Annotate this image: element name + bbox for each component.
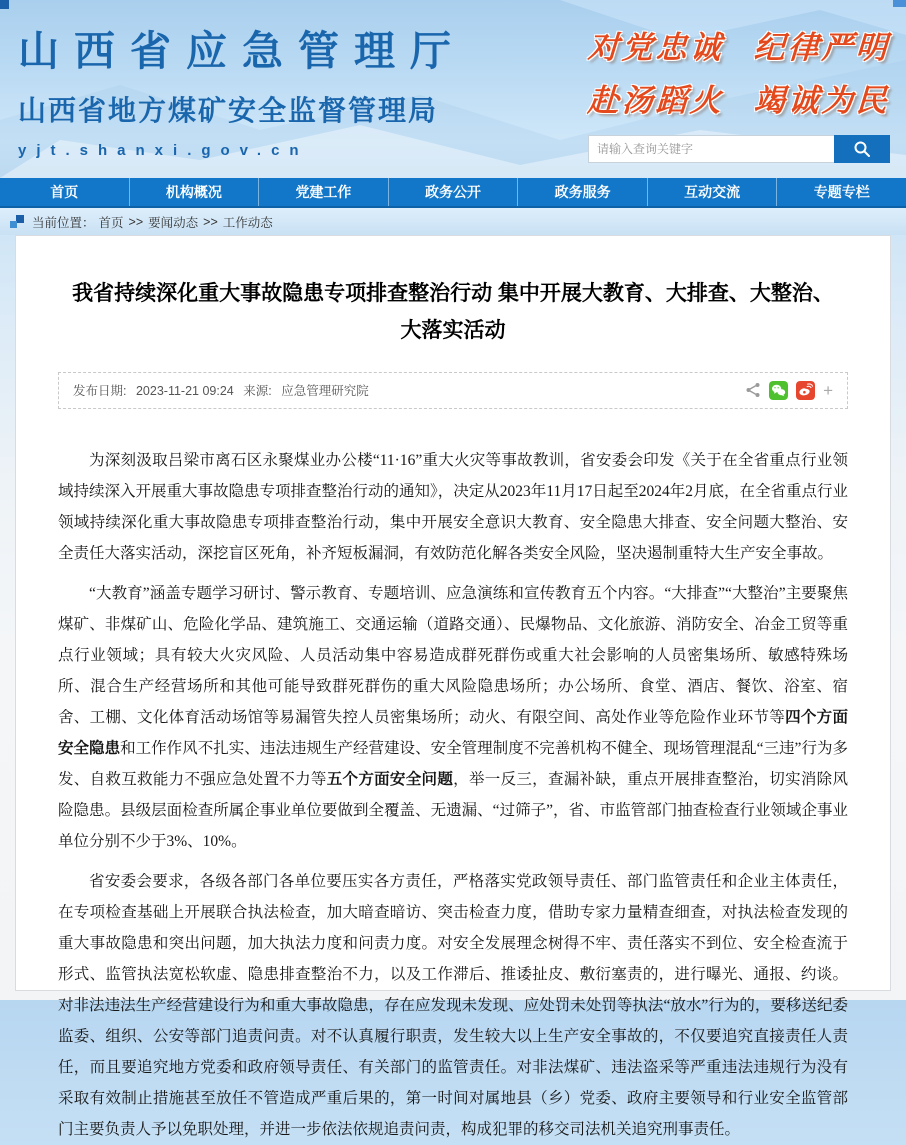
weibo-share-icon[interactable] [796, 381, 815, 400]
publish-date-value: 2023-11-21 09:24 [135, 384, 234, 398]
share-nodes-icon[interactable] [745, 382, 761, 398]
article-paragraph: “大教育”涵盖专题学习研讨、警示教育、专题培训、应急演练和宣传教育五个内容。“大排查”“大整治”主要聚焦煤矿、非煤矿山、危险化学品、建筑施工、交通运输（道路交通）、民爆物品、文化旅游、消防安全、冶金工贸等重点行业领域；具有较大火灾风险、人员活动集中容易造成群死群伤或重大社会影响的人员密集场所、敏感特殊场所、混合生产经营场所和其他可能导致群死群伤的重大风险隐患场所；办公场所、食堂、酒店、餐饮、浴室、宿舍、工棚、文化体育活动场馆等易漏管失控人员密集场所；动火、有限空间、高处作业等危险作业环节等四个方面安全隐患和工作作风不扎实、违法违规生产经营建设、安全管理制度不完善机构不健全、现场管理混乱“三违”行为多发、自救互救能力不强应急处置不力等五个方面安全问题，举一反三，查漏补缺，重点开展排查整治，切实消除风险隐患。县级层面检查所属企事业单位要做到全覆盖、无遗漏、“过筛子”，省、市监管部门抽查检查行业领域企事业单位分别不少于3%、10%。 [58, 584, 848, 850]
slogan-text: 赴汤蹈火 [586, 83, 725, 118]
source-label: 来源: [243, 384, 272, 398]
magnifier-icon [853, 140, 871, 158]
agency-url: yjt.shanxi.gov.cn [18, 142, 309, 159]
article-title: 我省持续深化重大事故隐患专项排查整治行动 集中开展大教育、大排查、大整治、大落实活动 [72, 282, 834, 342]
article-body [58, 445, 848, 1145]
publish-date-label: 发布日期: [73, 384, 127, 398]
nav-item-agency[interactable]: 机构概况 [130, 178, 260, 206]
site-identity [18, 18, 466, 159]
breadcrumb-label: 当前位置： [32, 215, 95, 230]
main-nav [0, 178, 906, 208]
nav-item-topics[interactable]: 专题专栏 [813, 184, 870, 200]
location-icon [10, 215, 24, 228]
source-value: 应急管理研究院 [281, 384, 369, 398]
breadcrumb-separator: >> [203, 214, 218, 229]
nav-item-disclosure[interactable]: 政务公开 [389, 178, 519, 206]
corner-mark-left [0, 0, 9, 9]
slogan-banner [588, 22, 890, 120]
slogan-text: 纪律严明 [752, 30, 891, 65]
search-input[interactable] [588, 135, 834, 163]
breadcrumb-separator: >> [128, 214, 144, 229]
site-search [588, 135, 890, 163]
nav-item-services[interactable]: 政务服务 [518, 178, 648, 206]
breadcrumb-news[interactable]: 要闻动态 [148, 215, 199, 230]
nav-item-home[interactable]: 首页 [0, 178, 130, 206]
site-header [0, 0, 906, 178]
wechat-share-icon[interactable] [769, 381, 788, 400]
more-share-icon[interactable]: + [823, 380, 833, 400]
article-paragraph: 为深刻汲取吕梁市离石区永聚煤业办公楼“11·16”重大火灾等事故教训，省安委会印发《关于在全省重点行业领域持续深入开展重大事故隐患专项排查整治行动的通知》，决定从2023年11月17日起至2024年2月底，在全省重点行业领域持续深化重大事故隐患专项排查整治行动，集中开展安全意识大教育、安全隐患大排查、安全问题大整治、安全责任大落实活动，深挖盲区死角，补齐短板漏洞，有效防范化解各类安全风险，坚决遏制重特大生产安全事故。 [58, 451, 848, 562]
corner-mark-right [893, 0, 906, 7]
breadcrumb-current[interactable]: 工作动态 [222, 215, 273, 230]
agency-title: 山西省应急管理厅 [18, 28, 466, 74]
share-toolbar [745, 381, 833, 400]
article-meta-bar [58, 372, 848, 409]
search-button[interactable] [834, 135, 890, 163]
slogan-text: 竭诚为民 [752, 83, 891, 118]
nav-item-party[interactable]: 党建工作 [259, 178, 389, 206]
breadcrumb-home[interactable]: 首页 [98, 215, 124, 230]
article-container [15, 235, 891, 1138]
slogan-text: 对党忠诚 [586, 30, 725, 65]
article-meta [73, 381, 375, 399]
agency-subtitle: 山西省地方煤矿安全监督管理局 [18, 96, 439, 127]
article-paragraph: 省安委会要求，各级各部门各单位要压实各方责任，严格落实党政领导责任、部门监管责任和企业主体责任，在专项检查基础上开展联合执法检查，加大暗查暗访、突击检查力度，借助专家力量精查细查，对执法检查发现的重大事故隐患和突出问题，加大执法力度和问责力度。对安全发展理念树得不牢、责任落实不到位、安全检查流于形式、监管执法宽松软虚、隐患排查整治不力，以及工作滞后、推诿扯皮、敷衍塞责的，进行曝光、通报、约谈。对非法违法生产经营建设行为和重大事故隐患，存在应发现未发现、应处罚未处罚等执法“放水”行为的，要移送纪委监委、组织、公安等部门追责问责。对不认真履行职责，发生较大以上生产安全事故的，不仅要追究直接责任人责任，而且要追究地方党委和政府领导责任、有关部门的监管责任。对非法煤矿、违法盗采等严重违法违规行为没有采取有效制止措施甚至放任不管造成严重后果的，第一时间对属地县（乡）党委、政府主要领导和行业安全监管部门主要负责人予以免职处理，并进一步依法依规追责问责，构成犯罪的移交司法机关追究刑事责任。 [58, 872, 848, 1138]
breadcrumb [0, 208, 906, 235]
nav-item-interact[interactable]: 互动交流 [648, 178, 778, 206]
